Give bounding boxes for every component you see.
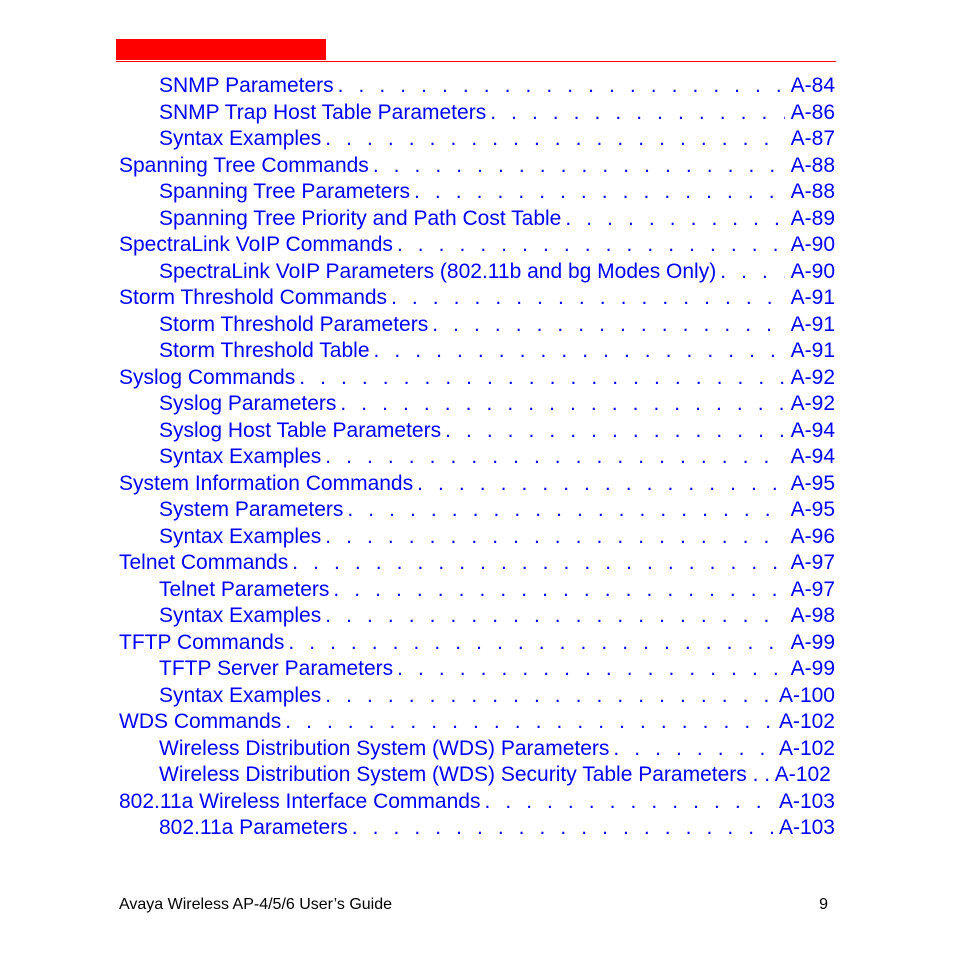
toc-entry[interactable] xyxy=(119,365,835,392)
toc-entry[interactable] xyxy=(119,630,835,657)
toc-entry-title: System Information Commands xyxy=(119,471,414,495)
toc-dot-leader xyxy=(333,577,784,604)
toc-dot-leader xyxy=(325,524,784,551)
toc-entry-title: Telnet Parameters xyxy=(159,577,330,601)
toc-dot-leader xyxy=(325,603,784,630)
toc-entry-page: A-88 xyxy=(790,153,835,177)
table-of-contents xyxy=(0,73,954,842)
toc-entry[interactable] xyxy=(159,206,835,233)
toc-entry[interactable] xyxy=(159,312,835,339)
toc-entry-title: Syntax Examples xyxy=(159,524,322,548)
toc-dot-leader xyxy=(325,683,773,710)
toc-dot-leader xyxy=(338,73,785,100)
toc-entry-title: WDS Commands xyxy=(119,710,282,733)
toc-dot-leader xyxy=(613,736,773,763)
toc-entry[interactable] xyxy=(119,285,835,312)
toc-dot-leader xyxy=(352,815,773,842)
toc-entry-title: SpectraLink VoIP Parameters (802.11b and bg Modes Only) xyxy=(159,259,717,283)
toc-dot-leader xyxy=(391,285,785,312)
toc-dot-leader xyxy=(285,709,773,736)
toc-entry-page: A-88 xyxy=(790,180,835,203)
toc-entry[interactable] xyxy=(159,73,835,100)
toc-entry-title: Syslog Commands xyxy=(119,365,296,389)
toc-entry-title: Syslog Host Table Parameters xyxy=(159,418,442,442)
toc-entry[interactable] xyxy=(119,232,835,259)
footer-document-title: Avaya Wireless AP-4/5/6 User’s Guide xyxy=(119,896,393,913)
toc-entry-page: A-102 xyxy=(778,736,835,760)
toc-entry-page: A-103 xyxy=(778,789,835,813)
toc-dot-leader xyxy=(325,444,784,471)
toc-entry[interactable] xyxy=(159,736,835,763)
toc-entry[interactable] xyxy=(159,259,835,286)
toc-dot-leader xyxy=(414,179,785,206)
toc-entry-page: A-89 xyxy=(790,206,835,230)
toc-entry-title: Spanning Tree Commands xyxy=(119,153,369,177)
footer-page-number: 9 xyxy=(819,896,828,913)
toc-entry-title: SpectraLink VoIP Commands xyxy=(119,233,393,256)
toc-entry[interactable] xyxy=(159,603,835,630)
header-red-rule xyxy=(116,61,836,62)
toc-entry-title: Syntax Examples xyxy=(159,683,322,707)
toc-entry-page: A-100 xyxy=(778,683,835,707)
toc-entry-title: Storm Threshold Parameters xyxy=(159,312,429,336)
toc-dot-leader xyxy=(325,126,784,153)
toc-entry-page: A-97 xyxy=(790,551,835,574)
toc-dot-leader xyxy=(490,100,784,127)
toc-entry[interactable] xyxy=(159,126,835,153)
toc-entry-title: TFTP Commands xyxy=(119,630,285,654)
toc-entry-page: A-90 xyxy=(790,233,835,256)
toc-dot-leader xyxy=(292,550,784,577)
toc-entry-page: A-86 xyxy=(790,100,835,124)
toc-entry[interactable] xyxy=(159,524,835,551)
toc-dot-leader xyxy=(565,206,784,233)
toc-dot-leader xyxy=(720,259,784,286)
toc-entry-page: A-92 xyxy=(790,365,835,389)
toc-entry-page: A-103 xyxy=(778,816,835,839)
toc-entry[interactable] xyxy=(159,762,835,789)
toc-entry[interactable] xyxy=(119,709,835,736)
toc-entry-page: A-91 xyxy=(790,312,835,336)
toc-entry-title: Syslog Parameters xyxy=(159,392,337,415)
toc-entry-title: Storm Threshold Table xyxy=(159,339,370,362)
toc-dot-leader xyxy=(432,312,784,339)
toc-entry[interactable] xyxy=(119,550,835,577)
toc-entry-page: A-102 xyxy=(778,710,835,733)
toc-entry-title: Wireless Distribution System (WDS) Security Table Parameters . . A-102 xyxy=(159,763,831,786)
toc-entry-page: A-99 xyxy=(790,657,835,680)
toc-entry-page: A-94 xyxy=(790,445,835,468)
toc-dot-leader xyxy=(484,789,773,816)
toc-entry[interactable] xyxy=(159,656,835,683)
toc-entry-title: Wireless Distribution System (WDS) Parameters xyxy=(159,736,610,760)
toc-entry-title: SNMP Parameters xyxy=(159,74,334,97)
toc-entry-title: 802.11a Wireless Interface Commands xyxy=(119,789,481,813)
toc-entry[interactable] xyxy=(159,179,835,206)
toc-dot-leader xyxy=(340,391,784,418)
toc-entry-page: A-94 xyxy=(790,418,835,442)
toc-entry-page: A-91 xyxy=(790,286,835,309)
toc-entry-page: A-90 xyxy=(790,259,835,283)
toc-entry[interactable] xyxy=(159,100,835,127)
toc-dot-leader xyxy=(417,471,785,498)
toc-entry[interactable] xyxy=(119,789,835,816)
toc-entry[interactable] xyxy=(159,497,835,524)
toc-entry-title: Spanning Tree Priority and Path Cost Table xyxy=(159,206,562,230)
toc-entry[interactable] xyxy=(159,683,835,710)
toc-entry-page: A-99 xyxy=(790,630,835,654)
toc-entry-title: System Parameters xyxy=(159,498,344,521)
toc-entry-page: A-96 xyxy=(790,524,835,548)
toc-entry-page: A-95 xyxy=(790,471,835,495)
toc-entry[interactable] xyxy=(159,577,835,604)
toc-entry-page: A-91 xyxy=(790,339,835,362)
toc-entry-page: A-98 xyxy=(790,604,835,627)
toc-entry[interactable] xyxy=(159,815,835,842)
toc-dot-leader xyxy=(347,497,784,524)
toc-entry-page: A-87 xyxy=(790,127,835,150)
toc-entry-title: Syntax Examples xyxy=(159,445,322,468)
toc-entry-title: SNMP Trap Host Table Parameters xyxy=(159,100,487,124)
toc-dot-leader xyxy=(397,656,784,683)
toc-entry[interactable] xyxy=(119,153,835,180)
toc-entry-page: A-95 xyxy=(790,498,835,521)
toc-entry[interactable] xyxy=(119,471,835,498)
header-red-bar xyxy=(116,39,326,60)
toc-entry-title: 802.11a Parameters xyxy=(159,816,348,839)
toc-entry[interactable] xyxy=(159,444,835,471)
toc-entry-title: Telnet Commands xyxy=(119,551,289,574)
toc-dot-leader xyxy=(374,338,785,365)
toc-entry-page: A-97 xyxy=(790,577,835,601)
toc-entry[interactable] xyxy=(159,338,835,365)
toc-entry-title: TFTP Server Parameters xyxy=(159,657,394,680)
toc-entry-title: Syntax Examples xyxy=(159,127,322,150)
toc-entry-page: A-92 xyxy=(790,392,835,415)
toc-entry-title: Storm Threshold Commands xyxy=(119,286,388,309)
toc-dot-leader xyxy=(445,418,785,445)
toc-dot-leader xyxy=(397,232,785,259)
toc-dot-leader xyxy=(299,365,784,392)
toc-entry-page: A-84 xyxy=(790,74,835,97)
toc-dot-leader xyxy=(288,630,784,657)
toc-entry-title: Spanning Tree Parameters xyxy=(159,180,410,203)
toc-entry[interactable] xyxy=(159,418,835,445)
toc-entry[interactable] xyxy=(159,391,835,418)
toc-entry-title: Syntax Examples xyxy=(159,604,322,627)
toc-dot-leader xyxy=(373,153,785,180)
